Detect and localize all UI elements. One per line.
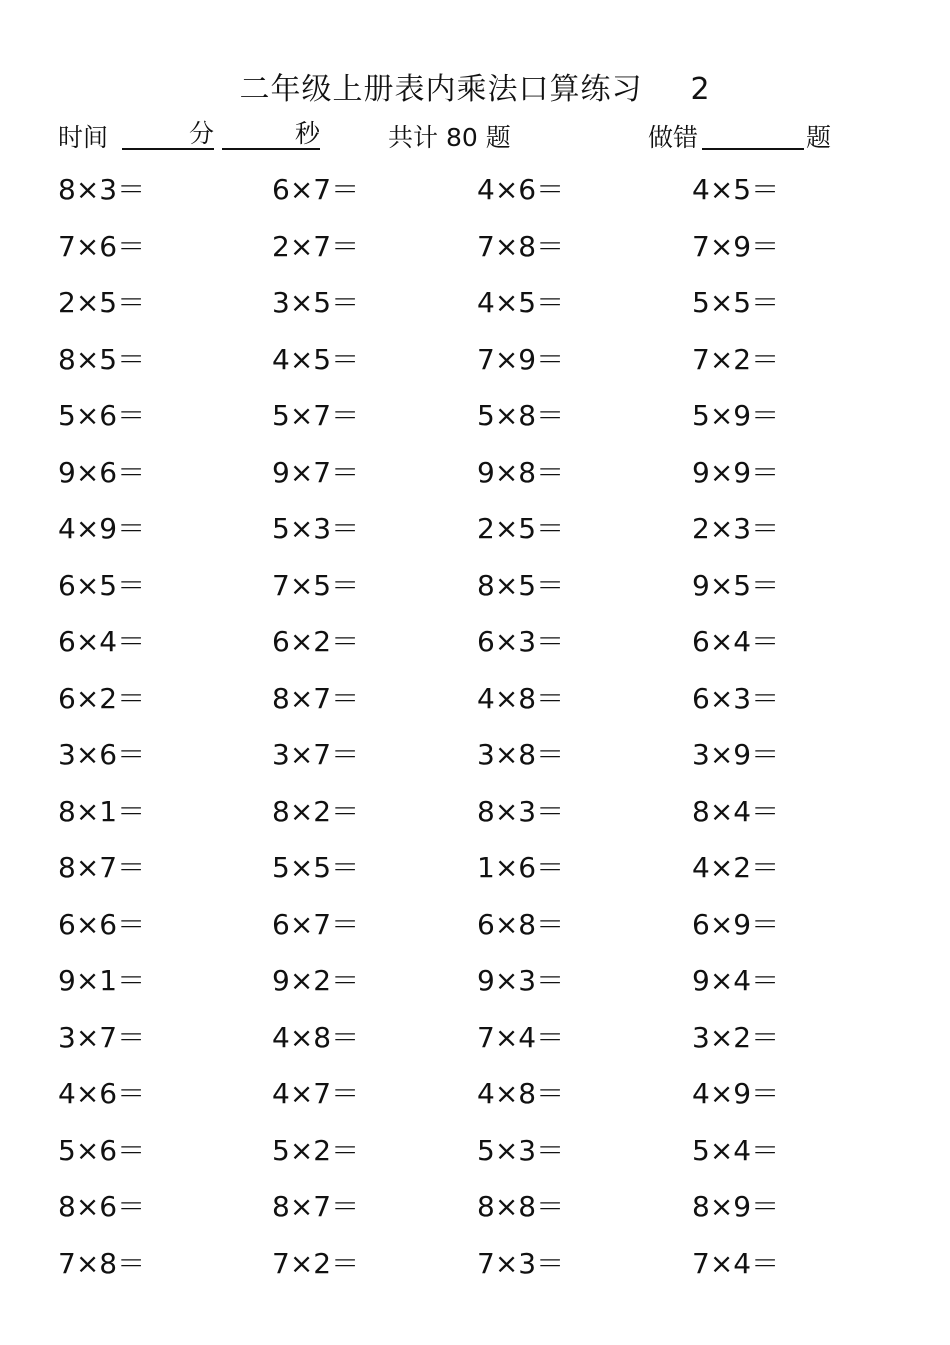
problem-row xyxy=(58,394,928,451)
problem-item: 3×7＝ xyxy=(58,1020,146,1054)
problem-item: 8×9＝ xyxy=(692,1190,780,1223)
problem-item: 4×9＝ xyxy=(692,1077,780,1110)
problem-item: 8×6＝ xyxy=(58,1190,146,1223)
problem-item: 7×2＝ xyxy=(272,1246,360,1280)
title-number: 2 xyxy=(690,72,711,107)
problem-row xyxy=(58,168,928,225)
problem-item: 5×2＝ xyxy=(272,1133,360,1167)
problem-row xyxy=(58,1016,928,1073)
problem-item: 8×1＝ xyxy=(58,794,146,828)
problem-item: 7×5＝ xyxy=(272,568,360,602)
problem-item: 8×4＝ xyxy=(692,794,780,828)
problem-item: 3×7＝ xyxy=(272,738,360,771)
time-label: 时间 xyxy=(58,123,109,152)
minute-blank[interactable] xyxy=(122,118,214,150)
problem-item: 8×5＝ xyxy=(477,568,565,602)
problem-item: 1×6＝ xyxy=(477,851,565,884)
problem-item: 5×9＝ xyxy=(692,399,780,432)
problem-item: 5×3＝ xyxy=(477,1133,565,1167)
problem-row xyxy=(58,846,928,903)
problem-row xyxy=(58,225,928,282)
problem-row xyxy=(58,733,928,790)
problem-item: 7×8＝ xyxy=(58,1246,146,1280)
problem-item: 7×4＝ xyxy=(692,1246,780,1280)
problem-row xyxy=(58,338,928,395)
problem-item: 7×2＝ xyxy=(692,342,780,376)
problem-item: 6×4＝ xyxy=(58,625,146,658)
problem-item: 6×9＝ xyxy=(692,907,780,941)
problem-item: 9×8＝ xyxy=(477,455,565,489)
problem-item: 8×7＝ xyxy=(58,851,146,884)
problem-item: 7×8＝ xyxy=(477,229,565,263)
problem-item: 6×5＝ xyxy=(58,568,146,602)
wrong-label: 做错 xyxy=(648,123,699,152)
problem-item: 8×3＝ xyxy=(477,794,565,828)
problem-item: 9×9＝ xyxy=(692,455,780,489)
problem-item: 9×7＝ xyxy=(272,455,360,489)
problem-item: 3×9＝ xyxy=(692,738,780,771)
problem-item: 7×4＝ xyxy=(477,1020,565,1054)
problem-item: 6×7＝ xyxy=(272,173,360,206)
problem-item: 2×3＝ xyxy=(692,512,780,545)
problem-row xyxy=(58,1185,928,1242)
wrong-field xyxy=(702,118,804,150)
problem-item: 2×7＝ xyxy=(272,229,360,263)
problem-item: 8×3＝ xyxy=(58,173,146,206)
problem-row xyxy=(58,959,928,1016)
total-label: 共计 80 题 xyxy=(388,123,511,152)
problem-item: 6×3＝ xyxy=(477,625,565,658)
problem-item: 6×2＝ xyxy=(272,625,360,658)
problem-item: 8×5＝ xyxy=(58,342,146,376)
worksheet-header xyxy=(58,118,938,158)
problem-item: 7×6＝ xyxy=(58,229,146,263)
problem-row xyxy=(58,281,928,338)
problem-item: 5×6＝ xyxy=(58,399,146,432)
problem-item: 4×6＝ xyxy=(477,173,565,206)
problem-item: 6×6＝ xyxy=(58,907,146,941)
problem-item: 3×6＝ xyxy=(58,738,146,771)
problem-item: 8×7＝ xyxy=(272,1190,360,1223)
problem-row xyxy=(58,903,928,960)
problem-item: 9×3＝ xyxy=(477,964,565,997)
second-field: 秒 xyxy=(222,118,320,150)
title-text: 二年级上册表内乘法口算练习 xyxy=(239,72,643,107)
problem-item: 7×9＝ xyxy=(477,342,565,376)
problem-item: 5×8＝ xyxy=(477,399,565,432)
problem-row xyxy=(58,564,928,621)
problem-item: 8×8＝ xyxy=(477,1190,565,1223)
problem-grid xyxy=(58,168,928,1298)
second-blank[interactable] xyxy=(222,118,320,150)
problem-item: 5×5＝ xyxy=(692,286,780,319)
problem-item: 6×8＝ xyxy=(477,907,565,941)
wrong-suffix: 题 xyxy=(806,123,832,152)
problem-item: 9×4＝ xyxy=(692,964,780,997)
problem-item: 3×2＝ xyxy=(692,1020,780,1054)
problem-row xyxy=(58,790,928,847)
problem-item: 6×3＝ xyxy=(692,681,780,715)
problem-item: 4×7＝ xyxy=(272,1077,360,1110)
problem-item: 4×8＝ xyxy=(477,681,565,715)
worksheet-title xyxy=(0,64,950,108)
problem-row xyxy=(58,1129,928,1186)
wrong-blank[interactable] xyxy=(702,118,804,156)
problem-item: 4×8＝ xyxy=(272,1020,360,1054)
problem-item: 4×5＝ xyxy=(692,173,780,206)
problem-item: 5×4＝ xyxy=(692,1133,780,1167)
problem-item: 3×5＝ xyxy=(272,286,360,319)
problem-row xyxy=(58,507,928,564)
problem-row xyxy=(58,451,928,508)
problem-item: 8×2＝ xyxy=(272,794,360,828)
problem-item: 6×4＝ xyxy=(692,625,780,658)
problem-item: 6×7＝ xyxy=(272,907,360,941)
problem-item: 6×2＝ xyxy=(58,681,146,715)
problem-item: 5×3＝ xyxy=(272,512,360,545)
problem-item: 9×5＝ xyxy=(692,568,780,602)
problem-item: 4×5＝ xyxy=(272,342,360,376)
problem-item: 4×2＝ xyxy=(692,851,780,884)
problem-item: 3×8＝ xyxy=(477,738,565,771)
problem-item: 9×1＝ xyxy=(58,964,146,997)
problem-item: 5×7＝ xyxy=(272,399,360,432)
problem-item: 7×3＝ xyxy=(477,1246,565,1280)
problem-row xyxy=(58,1072,928,1129)
problem-row xyxy=(58,1242,928,1299)
problem-item: 2×5＝ xyxy=(58,286,146,319)
problem-item: 2×5＝ xyxy=(477,512,565,545)
problem-item: 8×7＝ xyxy=(272,681,360,715)
problem-item: 4×8＝ xyxy=(477,1077,565,1110)
problem-item: 4×6＝ xyxy=(58,1077,146,1110)
problem-item: 9×2＝ xyxy=(272,964,360,997)
problem-item: 7×9＝ xyxy=(692,229,780,263)
problem-item: 4×9＝ xyxy=(58,512,146,545)
problem-item: 4×5＝ xyxy=(477,286,565,319)
minute-field: 分 xyxy=(122,118,214,150)
problem-row xyxy=(58,620,928,677)
problem-item: 5×5＝ xyxy=(272,851,360,884)
problem-row xyxy=(58,677,928,734)
problem-item: 9×6＝ xyxy=(58,455,146,489)
problem-item: 5×6＝ xyxy=(58,1133,146,1167)
